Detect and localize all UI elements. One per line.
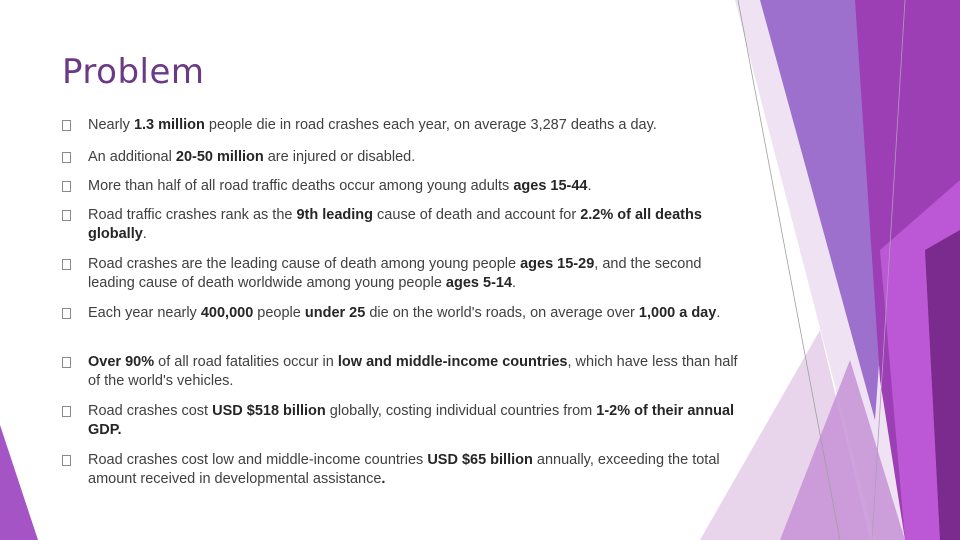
bullet-emphasis: 400,000 [200,305,254,321]
bullet-emphasis: USD $65 billion [427,452,533,468]
bullet-item [62,402,742,440]
bullet-run: cause of death and account for [373,207,581,223]
bullet-text [88,354,738,389]
slide-title: Problem [62,52,205,92]
bullet-emphasis: Over 90% [88,354,155,370]
bullet-emphasis: 1-2% of their annual GDP. [88,403,735,438]
bullet-text [88,305,720,321]
bullet-run: Road traffic crashes rank as the [88,207,297,223]
bullet-run: Road crashes cost [88,403,213,419]
bullet-emphasis: 1.3 million [133,117,205,133]
bullet-item [62,116,657,135]
checkbox-square-icon [62,308,71,319]
bullet-run: . [142,226,147,242]
checkbox-square-icon [62,406,71,417]
bullet-text [88,403,734,438]
bullet-run: . [512,275,517,291]
bullet-emphasis: 1,000 a day [638,305,717,321]
bullet-item [62,451,742,489]
bullet-emphasis: . [381,471,386,487]
bullet-item [62,353,742,391]
bullet-emphasis: ages 15-44 [513,178,588,194]
bullet-item [62,304,720,323]
bullet-emphasis: ages 5-14 [445,275,513,291]
bullet-run: of all road fatalities occur in [154,354,338,370]
bullet-text [88,149,415,165]
bullet-emphasis: low and middle-income countries [337,354,568,370]
bullet-run: people die in road crashes each year, on average 3,287 deaths a day. [204,117,657,133]
bullet-run: are injured or disabled. [263,149,416,165]
bullet-emphasis: 9th leading [296,207,374,223]
bullet-text [88,207,702,242]
bullet-text [88,256,702,291]
bullet-run: people [253,305,305,321]
bullet-run: , which have less than half of the world's vehicles. [88,354,738,389]
bullet-emphasis: USD $518 billion [212,403,326,419]
checkbox-square-icon [62,455,71,466]
bullet-text [88,178,592,194]
bullet-run: globally, costing individual countries from [325,403,597,419]
checkbox-square-icon [62,152,71,163]
deco-left-accent-triangle [0,425,38,540]
bullet-emphasis: ages 15-29 [520,256,595,272]
bullet-emphasis: 20-50 million [175,149,264,165]
bullet-emphasis: 2.2% of all deaths globally [88,207,702,242]
bullet-item [62,177,592,196]
bullet-item [62,148,415,167]
bullet-item [62,206,742,244]
bullet-run: . [587,178,592,194]
checkbox-square-icon [62,120,71,131]
bullet-run: Each year nearly [88,305,201,321]
checkbox-square-icon [62,210,71,221]
bullet-item [62,255,742,293]
bullet-run: . [716,305,721,321]
bullet-run: , and the second leading cause of death worldwide among young people [88,256,702,291]
checkbox-square-icon [62,357,71,368]
bullet-run: annually, exceeding the total amount received in developmental assistance [88,452,720,487]
checkbox-square-icon [62,259,71,270]
bullet-text [88,452,720,487]
bullet-run: Nearly [88,117,134,133]
bullet-run: Road crashes are the leading cause of death among young people [88,256,521,272]
bullet-emphasis: under 25 [304,305,366,321]
bullet-text [88,117,657,133]
checkbox-square-icon [62,181,71,192]
bullet-run: Road crashes cost low and middle-income countries [88,452,428,468]
bullet-run: More than half of all road traffic deaths occur among young adults [88,178,514,194]
bullet-run: die on the world's roads, on average over [365,305,639,321]
bullet-run: An additional [88,149,176,165]
